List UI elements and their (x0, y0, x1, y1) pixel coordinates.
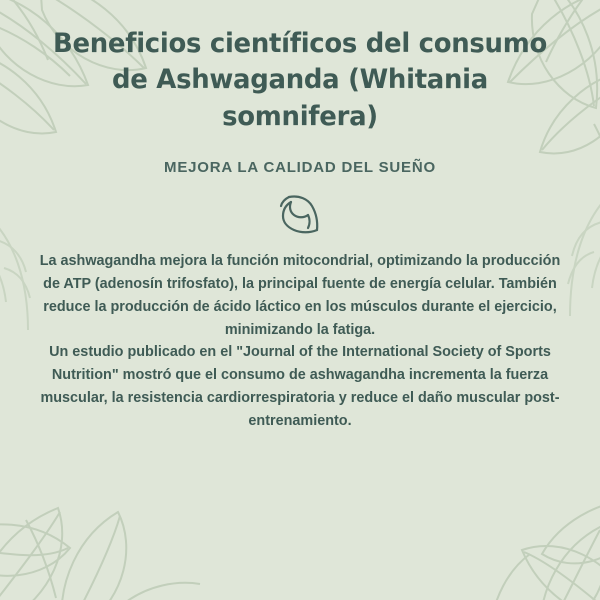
paragraph-2: Un estudio publicado en el "Journal of the International Society of Sports Nutrition" mostró que el consumo de ashwagandha incrementa la fuerza muscular, la resistencia cardiorrespiratoria y reduce el daño muscular post-entrenamiento. (40, 344, 560, 429)
page-title: Beneficios científicos del consumo de Ashwaganda (Whitania somnifera) (53, 28, 547, 132)
paragraph-1: La ashwagandha mejora la función mitocondrial, optimizando la producción de ATP (adenosín trifosfato), la principal fuente de energía celular. También reduce la producción de ácido láctico en los músculos durante el ejercicio, minimizando la fatiga. (39, 253, 561, 338)
leaf-decoration-bottom-right (390, 430, 600, 600)
subtitle: MEJORA LA CALIDAD DEL SUEÑO (164, 159, 436, 177)
flexed-biceps-icon (277, 192, 323, 236)
icon-container (30, 190, 570, 238)
body-text (30, 250, 570, 432)
